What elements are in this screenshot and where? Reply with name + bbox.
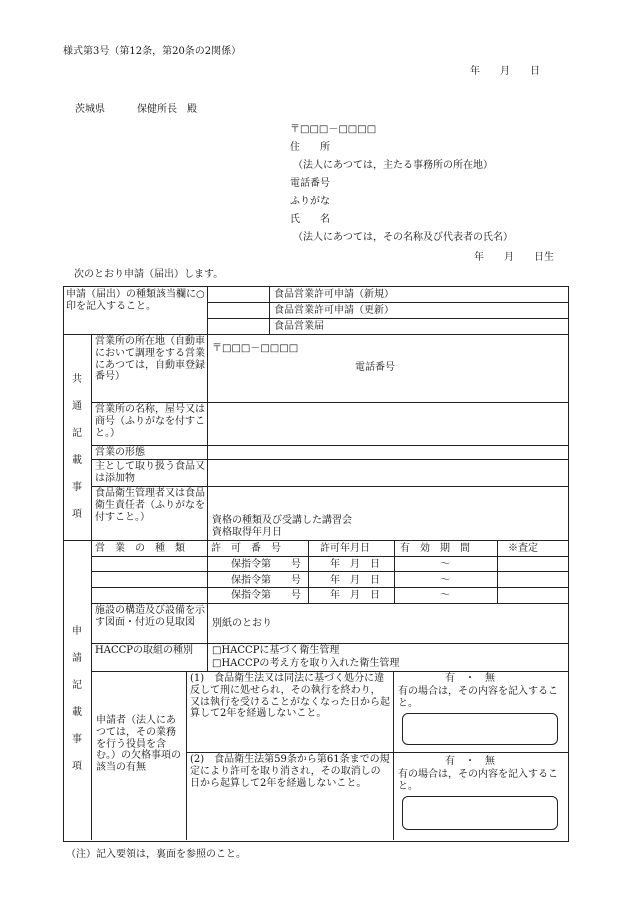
answer-box-1[interactable] xyxy=(402,713,558,745)
col-permit-number: 許 可 番 号 xyxy=(211,543,281,554)
submission-date: 年 月 日 xyxy=(470,66,540,77)
col-permit-date: 許可年月日 xyxy=(320,543,370,554)
col-business-type: 営 業 の 種 類 xyxy=(95,543,185,554)
location-label: 営業所の所在地（自動車において調理をする営業にあつては，自動車登録番号） xyxy=(95,336,205,383)
addressee-title: 保健所長 殿 xyxy=(137,104,197,115)
permit-row-2-number: 保指令第 号 xyxy=(231,575,301,586)
permit-row-1-period: ～ xyxy=(440,559,450,570)
address-label: 住 所 xyxy=(290,142,330,153)
permit-row-1-number: 保指令第 号 xyxy=(231,559,301,570)
business-name-label: 営業所の名称，屋号又は商号（ふりがなを付すこと。） xyxy=(95,404,205,439)
addressee-pref: 茨城県 xyxy=(75,104,105,115)
manager-note-1: 資格の種類及び受講した講習会 xyxy=(212,515,352,526)
answer-box-2[interactable] xyxy=(402,796,558,830)
applicant-postal: 〒□□□－□□□□ xyxy=(290,124,377,135)
kind-option-renew: 食品営業許可申請（更新） xyxy=(274,305,394,316)
address-note: （法人にあつては，主たる事務所の所在地） xyxy=(293,160,493,171)
footer-note: （注）記入要領は，裏面を参照のこと。 xyxy=(66,849,246,860)
haccp-option-2: □HACCPの考え方を取り入れた衛生管理 xyxy=(212,658,400,669)
permit-row-3-date: 年 月 日 xyxy=(330,590,380,601)
haccp-label: HACCPの取組の種別 xyxy=(95,645,193,656)
furigana-label: ふりがな xyxy=(290,196,330,207)
form-number: 様式第3号（第12条，第20条の2関係） xyxy=(63,46,242,57)
col-assessment: ※査定 xyxy=(508,543,538,554)
name-label: 氏 名 xyxy=(290,214,330,225)
disqualification-item-1: (1) 食品衛生法又は同法に基づく処分に違反して刑に処せられ，その執行を終わり，又は執行を受けることがなくなった日から起算して2年を経過しないこと。 xyxy=(190,673,390,720)
food-label: 主として取り扱う食品又は添加物 xyxy=(95,461,205,484)
location-postal: 〒□□□－□□□□ xyxy=(212,343,299,354)
yesno-1: 有 ・ 無 xyxy=(445,673,495,684)
disqualification-item-2: (2) 食品衛生法第59条から第61条までの規定により許可を取り消され，その取消しの日から起算して2年を経過しないこと。 xyxy=(190,754,390,789)
permit-row-1-date: 年 月 日 xyxy=(330,559,380,570)
yesno-2: 有 ・ 無 xyxy=(445,756,495,767)
birth-date: 年 月 日生 xyxy=(474,252,554,263)
permit-row-3-number: 保指令第 号 xyxy=(231,590,301,601)
kind-label: 申請（届出）の種類該当欄に○印を記入すること。 xyxy=(66,289,205,312)
facility-value: 別紙のとおり xyxy=(212,618,272,629)
business-form-label: 営業の形態 xyxy=(95,447,145,458)
name-note: （法人にあつては，その名称及び代表者の氏名） xyxy=(293,232,513,243)
location-phone: 電話番号 xyxy=(355,362,395,373)
col-validity: 有 効 期 間 xyxy=(400,543,470,554)
permit-row-2-date: 年 月 日 xyxy=(330,575,380,586)
yesno-2-note: 有の場合は，その内容を記入すること。 xyxy=(398,769,558,792)
yesno-1-note: 有の場合は，その内容を記入すること。 xyxy=(398,686,558,709)
kind-option-new: 食品営業許可申請（新規） xyxy=(274,289,394,300)
intro-text: 次のとおり申請（届出）します。 xyxy=(74,269,224,280)
haccp-option-1: □HACCPに基づく衛生管理 xyxy=(212,645,340,656)
phone-label: 電話番号 xyxy=(290,178,330,189)
permit-row-3-period: ～ xyxy=(440,590,450,601)
manager-label: 食品衛生管理者又は食品衛生責任者（ふりがなを付すこと。） xyxy=(95,488,205,523)
facility-label: 施設の構造及び設備を示す図面・付近の見取図 xyxy=(95,605,205,628)
disqualification-label: 申請者（法人にあつては，その業務を行う役員を含む。）の欠格事項の該当の有無 xyxy=(96,715,181,774)
kind-option-notice: 食品営業届 xyxy=(274,321,324,332)
permit-row-2-period: ～ xyxy=(440,575,450,586)
manager-note-2: 資格取得年月日 xyxy=(212,527,282,538)
